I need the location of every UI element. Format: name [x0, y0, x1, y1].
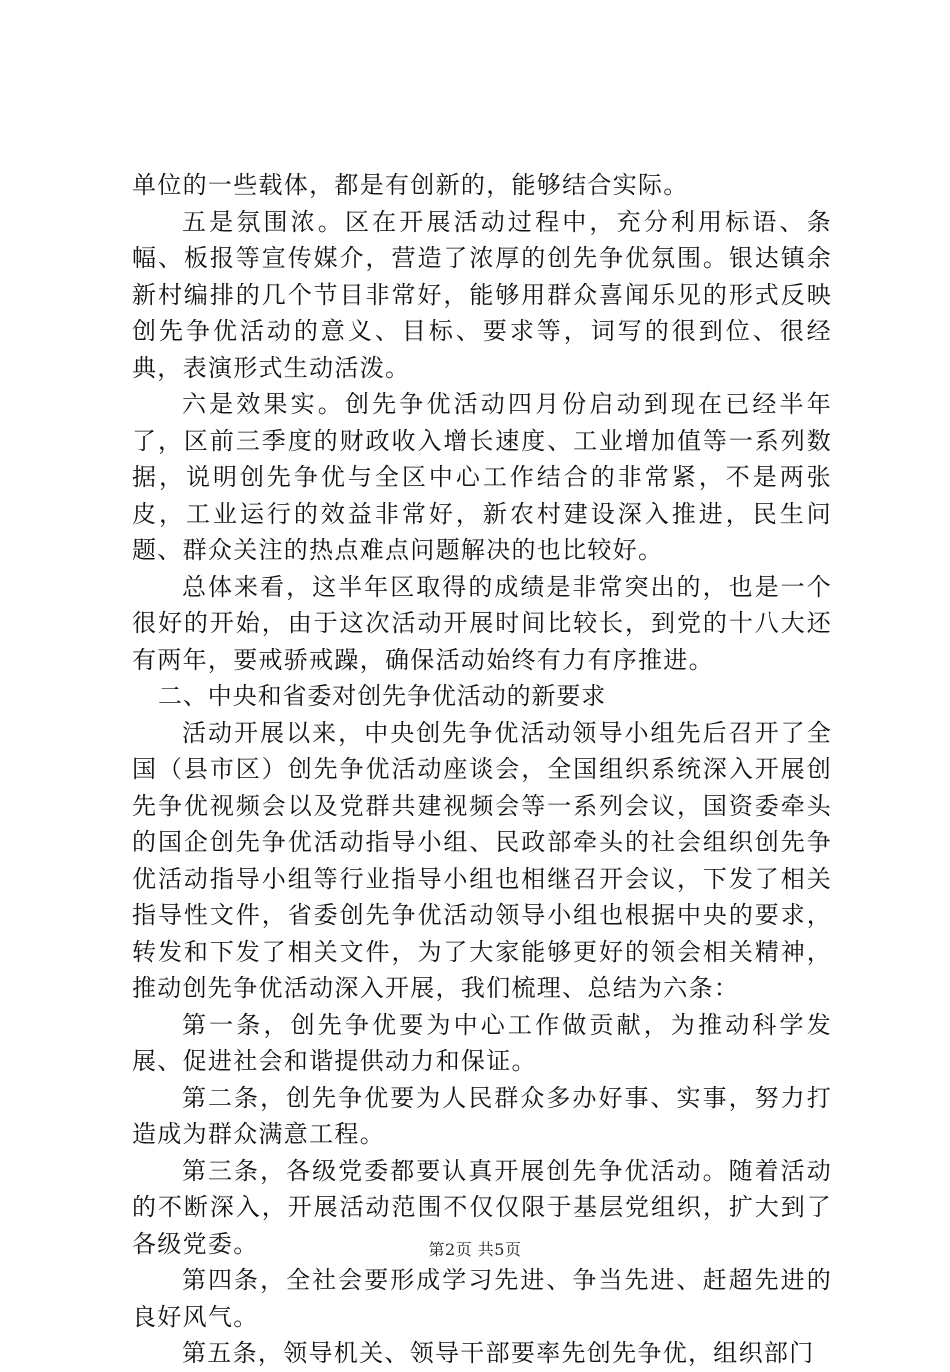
section-heading: 二、中央和省委对创先争优活动的新要求 — [158, 682, 607, 710]
paragraph-article-3: 第三条，各级党委都要认真开展创先争优活动。随着活动的不断深入，开展活动范围不仅仅限于基层党组织，扩大到了各级党委。 — [132, 1156, 832, 1258]
paragraph-background: 活动开展以来，中央创先争优活动领导小组先后召开了全国（县市区）创先争优活动座谈会，全国组织系统深入开展创先争优视频会以及党群共建视频会等一系列会议，国资委牵头的国企创先争优活动指导小组、民政部牵头的社会组织创先争优活动指导小组等行业指导小组也相继召开会议，下发了相关指导性文件，省委创先争优活动领导小组也根据中央的要求，转发和下发了相关文件，为了大家能够更好的领会相关精神，推动创先争优活动深入开展，我们梳理、总结为六条： — [132, 718, 832, 1002]
paragraph-article-5: 第五条，领导机关、领导干部要率先创先争优，组织部门 — [182, 1339, 815, 1367]
document-body — [132, 167, 832, 1372]
paragraph-summary: 总体来看，这半年区取得的成绩是非常突出的，也是一个很好的开始，由于这次活动开展时间比较长，到党的十八大还有两年，要戒骄戒躁，确保活动始终有力有序推进。 — [132, 572, 832, 674]
paragraph-article-2: 第二条，创先争优要为人民群众多办好事、实事，努力打造成为群众满意工程。 — [132, 1083, 832, 1148]
paragraph-article-1: 第一条，创先争优要为中心工作做贡献，为推动科学发展、促进社会和谐提供动力和保证。 — [132, 1010, 832, 1075]
paragraph-results: 六是效果实。创先争优活动四月份启动到现在已经半年了，区前三季度的财政收入增长速度、工业增加值等一系列数据，说明创先争优与全区中心工作结合的非常紧，不是两张皮，工业运行的效益非常好，新农村建设深入推进，民生问题、群众关注的热点难点问题解决的也比较好。 — [132, 390, 832, 564]
paragraph-continuation: 单位的一些载体，都是有创新的，能够结合实际。 — [132, 171, 689, 199]
page-number-footer: 第2页 共5页 — [428, 1240, 522, 1259]
paragraph-article-4: 第四条，全社会要形成学习先进、争当先进、赶超先进的良好风气。 — [132, 1266, 832, 1331]
paragraph-atmosphere: 五是氛围浓。区在开展活动过程中，充分利用标语、条幅、板报等宣传媒介，营造了浓厚的创先争优氛围。银达镇余新村编排的几个节目非常好，能够用群众喜闻乐见的形式反映创先争优活动的意义、目标、要求等，词写的很到位、很经典，表演形式生动活泼。 — [132, 207, 832, 382]
